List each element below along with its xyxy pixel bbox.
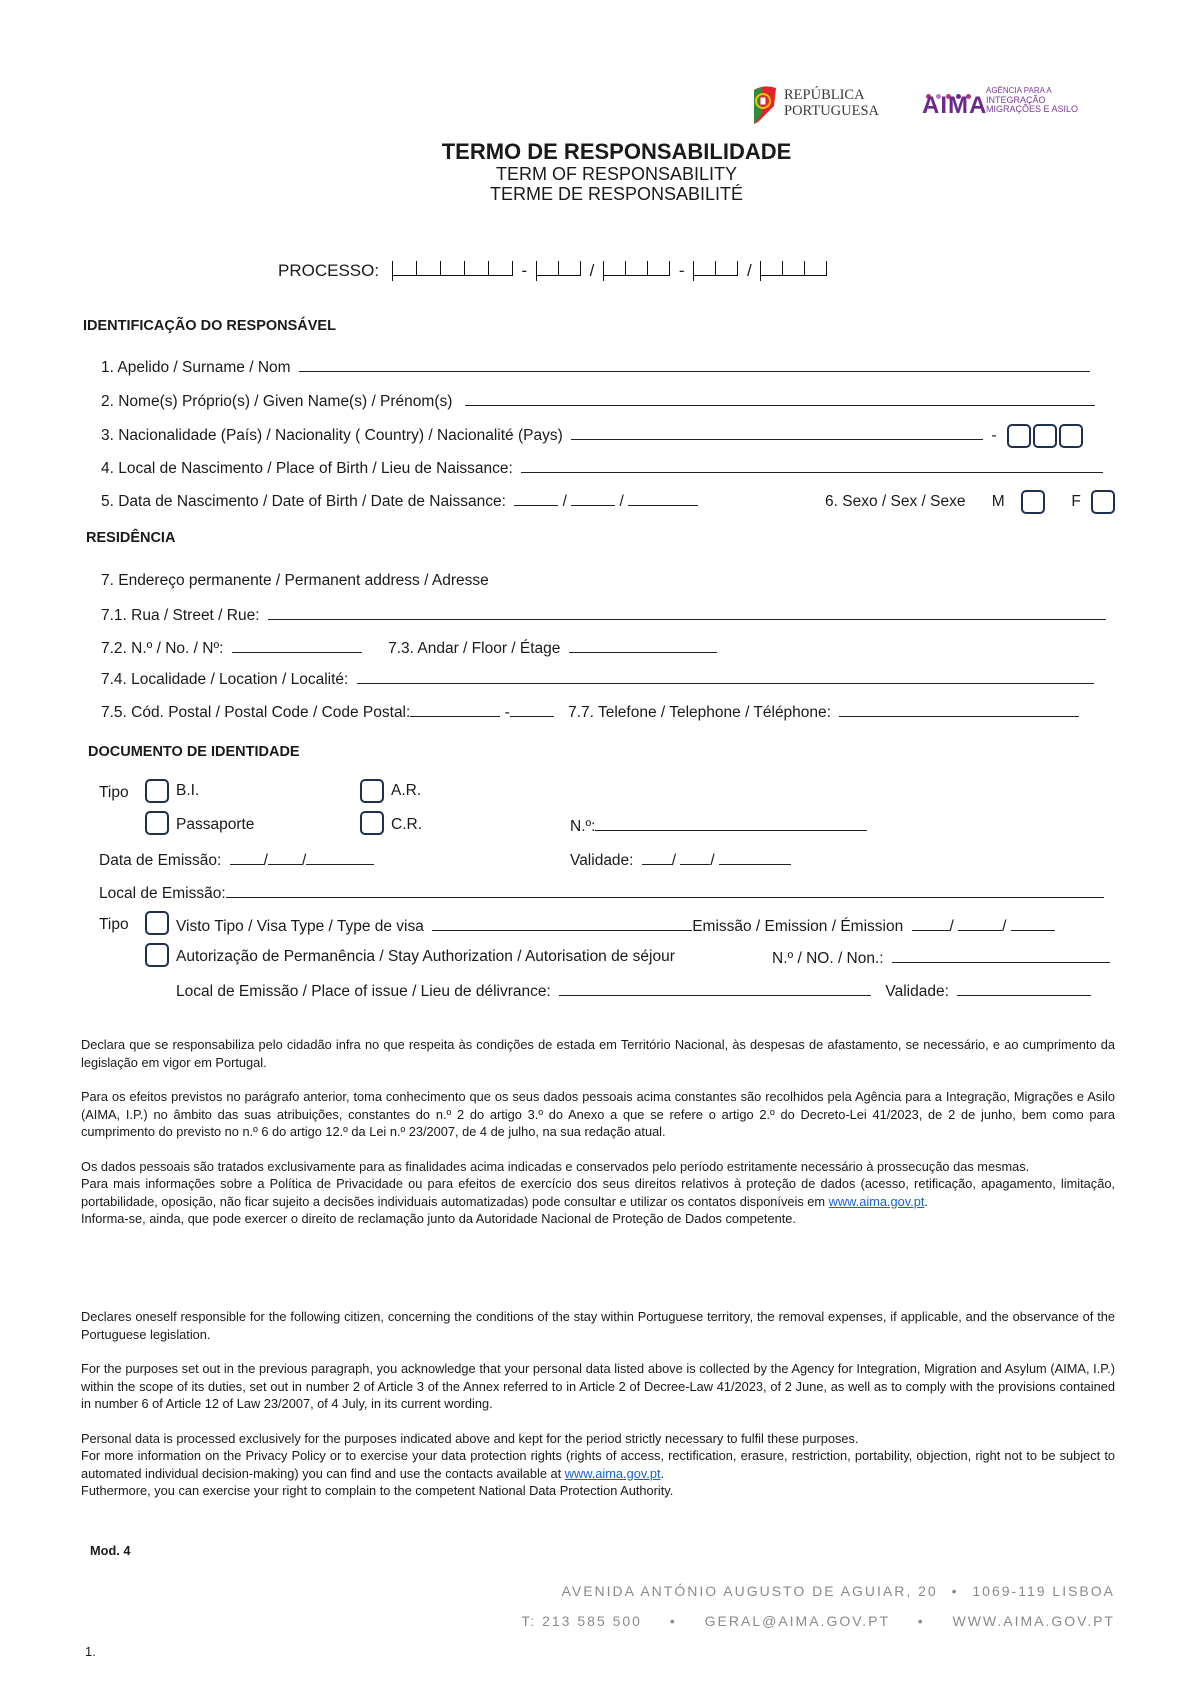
processo-digit-cell[interactable]	[604, 261, 626, 276]
footer-address: AVENIDA ANTÓNIO AUGUSTO DE AGUIAR, 20	[561, 1583, 938, 1599]
field-validity	[570, 850, 791, 870]
floor-input[interactable]	[569, 638, 717, 653]
field-locality	[101, 669, 1094, 689]
title-pt: TERMO DE RESPONSABILIDADE	[441, 139, 792, 164]
title-fr: TERME DE RESPONSABILITÉ	[489, 184, 744, 204]
date-slash: /	[619, 493, 624, 510]
ar-label: A.R.	[391, 782, 422, 799]
footer-address-line	[562, 1583, 1115, 1599]
privacy-info-en: For more information on the Privacy Policy or to exercise your data protection rights (rights of access, rectification, erasure, restriction, portability, objection, right not to be subject to automated individual decision-making) you can find and use the contacts available at www.aima.gov.pt.	[81, 1448, 1115, 1481]
page-number: 1.	[85, 1644, 96, 1659]
number-label: 7.2. N.º / No. / Nº:	[101, 640, 224, 657]
field-address	[101, 572, 489, 590]
processo-label: PROCESSO:	[278, 261, 380, 280]
sex-label: 6. Sexo / Sex / Sexe	[825, 493, 966, 511]
bi-label: B.I.	[176, 782, 200, 799]
postal-code-input[interactable]	[410, 702, 500, 717]
locality-label: 7.4. Localidade / Location / Localité:	[101, 671, 349, 688]
birthdate-month-input[interactable]	[571, 491, 615, 506]
data-processing-en: Personal data is processed exclusively for the purposes indicated above and kept for the period strictly necessary to fulfil these purposes.	[81, 1430, 859, 1446]
footer-postal: 1069-119 LISBOA	[972, 1583, 1115, 1599]
stay-number-input[interactable]	[892, 948, 1110, 963]
nationality-label: 3. Nacionalidade (País) / Nacionality ( Country) / Nacionalité (Pays)	[101, 427, 563, 445]
processo-group[interactable]	[693, 261, 738, 281]
aima-tag-line3: MIGRAÇÕES E ASILO	[986, 104, 1079, 114]
stay-authorization-checkbox[interactable]	[145, 943, 169, 967]
bi-checkbox[interactable]	[145, 779, 169, 803]
birthdate-label: 5. Data de Nascimento / Date of Birth / Date de Naissance:	[101, 493, 506, 510]
given-names-input[interactable]	[465, 391, 1095, 406]
processo-group[interactable]	[536, 261, 581, 281]
aima-logo	[922, 86, 1122, 126]
ar-checkbox[interactable]	[360, 779, 384, 803]
postal-label: 7.5. Cód. Postal / Postal Code / Code Postal:	[101, 704, 411, 721]
data-processing-pt: Os dados pessoais são tratados exclusivamente para as finalidades acima indicadas e conservados pelo período estritamente necessário à prossecução das mesmas.	[81, 1158, 1030, 1174]
processo-digit-cell[interactable]	[489, 261, 513, 276]
bullet-separator: •	[917, 1613, 925, 1629]
processo-group[interactable]	[603, 261, 670, 281]
complaint-en: Futhermore, you can exercise your right to complain to the competent National Data Protection Authority.	[81, 1483, 674, 1498]
processo-group[interactable]	[392, 261, 513, 281]
processo-separator: -	[516, 261, 532, 280]
cr-checkbox[interactable]	[360, 811, 384, 835]
field-sex	[825, 490, 1115, 514]
nationality-code-box-3[interactable]	[1059, 424, 1083, 448]
aima-tag-line1: AGÊNCIA PARA A	[986, 86, 1052, 95]
passaporte-label: Passaporte	[176, 816, 255, 833]
field-place-of-issue	[176, 981, 1091, 1001]
field-street	[101, 605, 1106, 625]
footer-email: GERAL@AIMA.GOV.PT	[704, 1613, 890, 1629]
legal-text-en	[81, 1308, 1115, 1500]
aima-website-link[interactable]: www.aima.gov.pt	[564, 1465, 661, 1481]
processo-digit-cell[interactable]	[648, 261, 670, 276]
footer-phone: T: 213 585 500	[521, 1613, 642, 1629]
date-slash: /	[710, 852, 715, 869]
date-slash: /	[263, 852, 268, 869]
validity2-label: Validade:	[885, 983, 949, 1000]
footer-contact-line	[521, 1613, 1115, 1629]
bullet-separator: •	[669, 1613, 677, 1629]
processo-digit-cell[interactable]	[559, 261, 581, 276]
postal-suffix-input[interactable]	[510, 702, 554, 717]
nationality-input[interactable]	[571, 425, 983, 440]
aima-tag-line2: INTEGRAÇÃO	[986, 94, 1046, 105]
cr-label: C.R.	[391, 816, 422, 833]
field-stay-authorization	[176, 948, 675, 966]
field-stay-number	[772, 948, 1110, 968]
processo-digit-cell[interactable]	[626, 261, 648, 276]
issue-date-label: Data de Emissão:	[99, 852, 222, 869]
doc-number-input[interactable]	[595, 816, 867, 831]
declaration-pt: Declara que se responsabiliza pelo cidadão infra no que respeita às condições de estada em Território Nacional, às despesas de afastamento, se necessário, e ao cumprimento da legislação em vigor em Portugal.	[81, 1037, 1115, 1070]
section-residencia-heading: RESIDÊNCIA	[86, 530, 176, 546]
privacy-info-pt: Para mais informações sobre a Política de Privacidade ou para efeitos de exercício dos seus direitos relativos à proteção de dados (acesso, retificação, apagamento, limitação, portabilidade, oposição, não ficar sujeito a decisões individuais automatizadas) pode consultar e utilizar os contatos disponíveis em www.aima.gov.pt.	[81, 1176, 1115, 1209]
processo-digit-cell[interactable]	[465, 261, 489, 276]
aima-website-link[interactable]: www.aima.gov.pt	[828, 1193, 925, 1209]
processo-digit-cell[interactable]	[761, 261, 783, 276]
issue-place-label: Local de Emissão:	[99, 885, 226, 902]
postal-dash: -	[504, 704, 510, 721]
document-title	[0, 140, 1191, 204]
processo-separator: -	[674, 261, 690, 280]
field-visa	[176, 916, 1055, 936]
section-identificacao-heading: IDENTIFICAÇÃO DO RESPONSÁVEL	[83, 318, 336, 334]
portugal-flag-icon	[748, 84, 778, 126]
stay-authorization-label: Autorização de Permanência / Stay Authorization / Autorisation de séjour	[176, 948, 675, 965]
section-documento-heading: DOCUMENTO DE IDENTIDADE	[88, 744, 300, 760]
doc-tipo-label: Tipo	[99, 784, 129, 801]
sex-m-label: M	[991, 493, 1005, 511]
complaint-pt: Informa-se, ainda, que pode exercer o direito de reclamação junto da Autoridade Nacional de Proteção de Dados competente.	[81, 1211, 796, 1226]
issue-month-input[interactable]	[268, 850, 302, 865]
date-slash: /	[301, 852, 307, 869]
processo-digit-cell[interactable]	[417, 261, 441, 276]
validity-year-input[interactable]	[719, 850, 791, 865]
gov-logo-line1: REPÚBLICA	[784, 87, 865, 103]
processo-row	[278, 261, 827, 281]
visa-year-input[interactable]	[1011, 916, 1055, 931]
field-issue-date	[99, 850, 374, 870]
phone-label: 7.7. Telefone / Telephone / Téléphone:	[568, 704, 831, 721]
gov-logo-line2: PORTUGUESA	[784, 103, 880, 119]
sex-f-label: F	[1071, 493, 1081, 511]
address-label: 7. Endereço permanente / Permanent address / Adresse	[101, 572, 489, 589]
validity-month-input[interactable]	[680, 850, 710, 865]
field-birthplace	[101, 458, 1103, 478]
gov-logo	[748, 84, 898, 126]
visa-label: Visto Tipo / Visa Type / Type de visa	[176, 918, 424, 935]
given-names-label: 2. Nome(s) Próprio(s) / Given Name(s) / Prénom(s)	[101, 393, 453, 410]
issue-year-input[interactable]	[306, 850, 374, 865]
surname-label: 1. Apelido / Surname / Nom	[101, 359, 291, 376]
validity-label: Validade:	[570, 852, 634, 869]
field-number-floor	[101, 638, 717, 658]
validity-day-input[interactable]	[642, 850, 672, 865]
sex-f-checkbox[interactable]	[1091, 490, 1115, 514]
nationality-code-box-2[interactable]	[1033, 424, 1057, 448]
birthdate-day-input[interactable]	[514, 491, 558, 506]
processo-separator: /	[742, 261, 757, 280]
processo-digit-cell[interactable]	[805, 261, 827, 276]
nationality-dash: -	[991, 427, 997, 445]
processo-group[interactable]	[760, 261, 827, 281]
field-doc-number	[570, 816, 867, 836]
sex-m-checkbox[interactable]	[1021, 490, 1045, 514]
floor-label: 7.3. Andar / Floor / Étage	[388, 640, 561, 657]
surname-input[interactable]	[299, 357, 1090, 372]
doc-number-label: N.º:	[570, 818, 596, 835]
stay-number-label: N.º / NO. / Non.:	[772, 950, 884, 967]
passaporte-checkbox[interactable]	[145, 811, 169, 835]
place-of-issue-label: Local de Emissão / Place of issue / Lieu de délivrance:	[176, 983, 551, 1000]
data-collection-en: For the purposes set out in the previous paragraph, you acknowledge that your personal data listed above is collected by the Agency for Integration, Migration and Asylum (AIMA, I.P.) within the scope of its duties, set out in number 2 of Article 3 of the Annex referred to in Article 2 of Decree-Law 41/2023, of 2 June, as well as to comply with the provisions contained in number 6 of Article 12 of Law 23/2007, of 4 July, in its current wording.	[81, 1361, 1115, 1411]
place-of-issue-input[interactable]	[559, 981, 871, 996]
footer-website: WWW.AIMA.GOV.PT	[952, 1613, 1115, 1629]
field-surname	[101, 357, 1090, 377]
validity2-input[interactable]	[957, 981, 1091, 996]
birthdate-year-input[interactable]	[628, 491, 698, 506]
street-label: 7.1. Rua / Street / Rue:	[101, 607, 260, 624]
field-postal-phone	[101, 702, 1079, 722]
number-input[interactable]	[232, 638, 362, 653]
issue-place-input[interactable]	[226, 883, 1104, 898]
visa-type-input[interactable]	[432, 916, 692, 931]
date-slash: /	[671, 852, 677, 869]
locality-input[interactable]	[357, 669, 1094, 684]
title-en: TERM OF RESPONSABILITY	[495, 164, 738, 184]
data-collection-pt: Para os efeitos previstos no parágrafo anterior, toma conhecimento que os seus dados pessoais acima constantes são recolhidos pela Agência para a Integração, Migrações e Asilo (AIMA, I.P.) no âmbito das suas atribuições, constantes do n.º 2 do artigo 3.º do Anexo a que se refere o artigo 2.º do Decreto-Lei 41/2023, de 2 de junho, bem como para cumprimento do previsto no n.º 6 do artigo 12.º da Lei n.º 23/2007, de 4 de julho, na sua redação atual.	[81, 1089, 1115, 1139]
legal-text-pt	[81, 1036, 1115, 1228]
visa-month-input[interactable]	[958, 916, 1002, 931]
processo-digit-cell[interactable]	[716, 261, 738, 276]
street-input[interactable]	[268, 605, 1106, 620]
processo-field[interactable]	[392, 261, 828, 281]
processo-digit-cell[interactable]	[783, 261, 805, 276]
date-slash: /	[949, 918, 954, 935]
processo-separator: /	[584, 261, 600, 280]
date-slash: /	[562, 493, 567, 510]
visa-tipo-label: Tipo	[99, 916, 129, 933]
visa-day-input[interactable]	[912, 916, 950, 931]
visa-checkbox[interactable]	[145, 911, 169, 935]
phone-input[interactable]	[839, 702, 1079, 717]
nationality-code-box-1[interactable]	[1007, 424, 1031, 448]
bullet-separator: •	[951, 1583, 959, 1599]
issue-day-input[interactable]	[230, 850, 264, 865]
processo-digit-cell[interactable]	[537, 261, 559, 276]
field-nationality	[101, 424, 1083, 448]
field-issue-place	[99, 883, 1104, 903]
declaration-en: Declares oneself responsible for the following citizen, concerning the conditions of the stay within Portuguese territory, the removal expenses, if applicable, and the observance of the Portuguese legislation.	[81, 1309, 1115, 1342]
visa-emission-label: Emissão / Emission / Émission	[692, 918, 904, 935]
aima-wordmark: AIMA	[922, 92, 988, 119]
processo-digit-cell[interactable]	[441, 261, 465, 276]
field-birthdate	[101, 491, 698, 511]
model-number: Mod. 4	[90, 1543, 131, 1558]
field-given-names	[101, 391, 1095, 411]
date-slash: /	[1002, 918, 1007, 935]
birthplace-input[interactable]	[521, 458, 1103, 473]
processo-digit-cell[interactable]	[393, 261, 417, 276]
processo-digit-cell[interactable]	[694, 261, 716, 276]
birthplace-label: 4. Local de Nascimento / Place of Birth / Lieu de Naissance:	[101, 460, 513, 477]
